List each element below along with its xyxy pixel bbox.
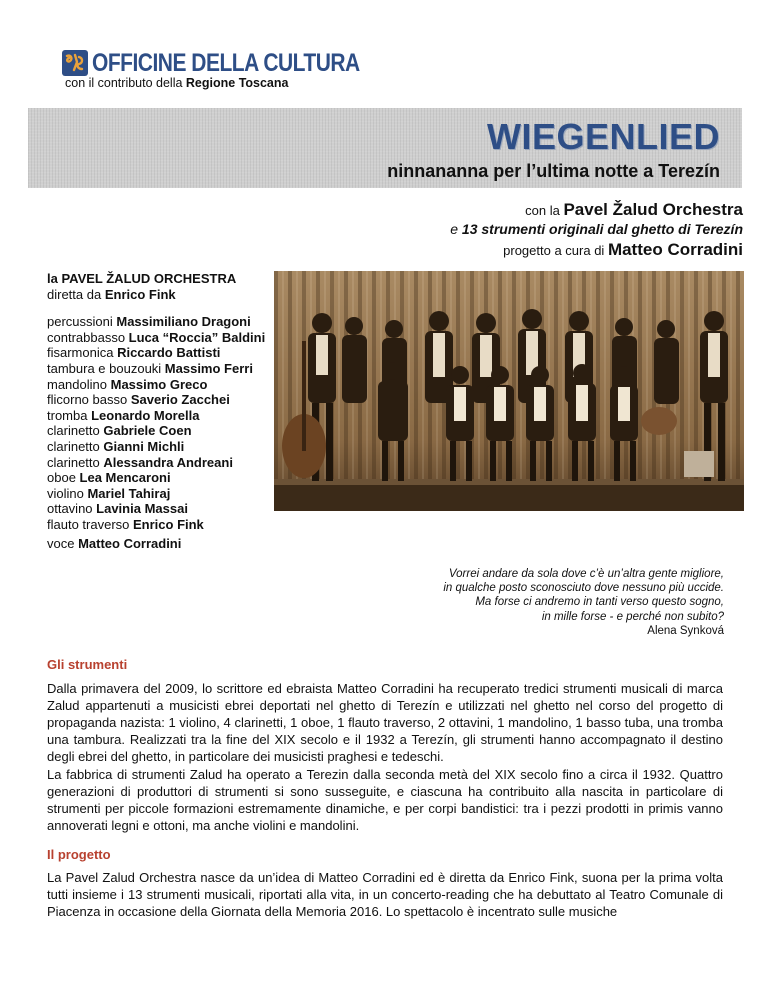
member-row [47, 470, 267, 486]
orchestra-title: la PAVEL ŽALUD ORCHESTRA [47, 271, 237, 286]
credit-project: progetto a cura di Matteo Corradini [503, 240, 743, 259]
member-role: violino [47, 485, 88, 501]
member-row [47, 314, 267, 330]
orchestra-director: diretta da Enrico Fink [47, 286, 176, 302]
member-role: percussioni [47, 314, 117, 330]
section-title-progetto: Il progetto [47, 847, 111, 862]
member-list [47, 314, 267, 532]
member-name: Lea Mencaroni [79, 470, 171, 486]
member-row [47, 361, 267, 377]
member-name: Mariel Tahiraj [87, 485, 171, 501]
member-role: contrabbasso [47, 329, 129, 345]
member-name: Gianni Michli [103, 438, 185, 454]
quote-author: Alena Synková [647, 624, 724, 637]
member-row [47, 423, 267, 439]
page-title: WIEGENLIED [486, 116, 720, 157]
logo [62, 48, 411, 78]
member-role: tambura e bouzouki [47, 360, 165, 376]
quote-line: Ma forse ci andremo in tanti verso questo sogno, [475, 596, 724, 609]
member-name: Luca “Roccia” Baldini [128, 329, 266, 345]
paragraph: Dalla primavera del 2009, lo scrittore ed ebraista Matteo Corradini ha recuperato tredici strumenti musicali di marca Zalud appartenuti a musicisti ebrei deportati nel ghetto di Terezín e utilizzati nel ghetto nel corso del progetto di propaganda nazista: 1 violino, 4 clarinetti, 1 oboe, 1 flauto traverso, 2 ottavini, 1 mandolino, 1 basso tuba, una tromba una tambura. Realizzati tra la fine del XIX secolo e il 1932 a Terezín, gli strumenti hanno accompagnato il destino degli ebrei del ghetto, in particolare dei musicisti praghesi e tedeschi. [47, 681, 723, 765]
member-role: mandolino [47, 376, 111, 392]
member-row [47, 517, 267, 533]
member-role: tromba [47, 407, 92, 423]
quote-line: in mille forse - e perché non subito? [541, 610, 724, 623]
orchestra-group-photo [274, 271, 744, 511]
member-role: clarinetto [47, 423, 104, 439]
member-role: flicorno basso [47, 392, 131, 408]
member-name: Gabriele Coen [103, 423, 192, 439]
member-row [47, 439, 267, 455]
member-role: fisarmonica [47, 345, 118, 361]
member-row [47, 392, 267, 408]
credit-instruments: e 13 strumenti originali dal ghetto di Terezín [450, 221, 743, 237]
orchestra-roster [47, 271, 267, 551]
member-row [47, 330, 267, 346]
member-row [47, 345, 267, 361]
title-band [28, 108, 742, 188]
member-name: Leonardo Morella [91, 407, 200, 423]
member-row [47, 408, 267, 424]
member-row [47, 486, 267, 502]
member-role: clarinetto [47, 438, 104, 454]
member-name: Lavinia Massai [96, 501, 188, 517]
page-subtitle: ninnananna per l’ultima notte a Terezín [387, 161, 720, 181]
logo-text: OFFICINE DELLA CULTURA [92, 48, 360, 77]
section-title-strumenti: Gli strumenti [47, 657, 128, 672]
member-name: Massimiliano Dragoni [116, 314, 251, 330]
member-name: Massimo Ferri [164, 360, 253, 376]
member-role: flauto traverso [47, 516, 133, 532]
logo-mark-icon [62, 50, 88, 76]
member-row [47, 455, 267, 471]
member-role: oboe [47, 470, 80, 486]
member-name: Massimo Greco [110, 376, 208, 392]
credit-orchestra: con la Pavel Žalud Orchestra [525, 200, 743, 219]
quote [443, 567, 724, 638]
member-row [47, 501, 267, 517]
quote-line: in qualche posto sconosciuto dove nessuno più uccide. [443, 582, 724, 595]
member-name: Enrico Fink [133, 516, 204, 532]
member-role: clarinetto [47, 454, 104, 470]
member-name: Alessandra Andreani [103, 454, 233, 470]
quote-line: Vorrei andare da sola dove c’è un’altra gente migliore, [448, 568, 724, 580]
paragraph: La fabbrica di strumenti Zalud ha operato a Terezin dalla seconda metà del XIX secolo fino a circa il 1932. Quattro generazioni di produttori di strumenti si sono susseguite, e ciascuna ha contribuito alla nascita in particolare di strumenti per piccole formazioni estremamente dinamiche, e per corpi bandistici: tra i pezzi prodotti in primis vanno annoverati legni e ottoni, ma anche violini e mandolini. [47, 767, 723, 834]
paragraph: La Pavel Zalud Orchestra nasce da un’idea di Matteo Corradini ed è diretta da Enrico Fink, suona per la prima volta tutti insieme i 13 strumenti musicali, riportati alla vita, in un concerto-reading che ha debuttato al Teatro Comunale di Piacenza in occasione della Giornata della Memoria 2016. Lo spettacolo è incentrato sulle musiche [47, 870, 723, 920]
voice-credit: voce Matteo Corradini [47, 535, 182, 551]
member-name: Riccardo Battisti [117, 345, 221, 361]
member-name: Saverio Zacchei [130, 392, 230, 408]
member-role: ottavino [47, 501, 97, 517]
logo-subtitle: con il contributo della Regione Toscana [65, 76, 289, 90]
member-row [47, 377, 267, 393]
